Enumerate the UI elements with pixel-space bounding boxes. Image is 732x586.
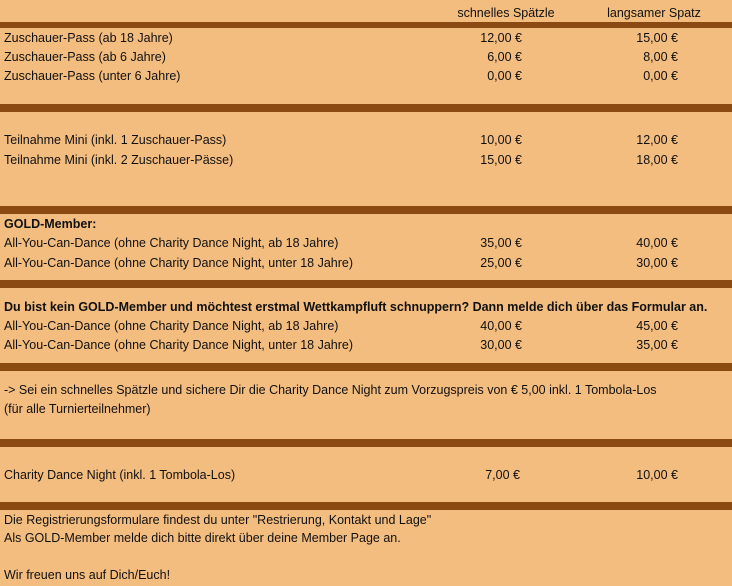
- promo-line: [0, 381, 732, 400]
- row-label: Teilnahme Mini (inkl. 2 Zuschauer-Pässe): [4, 153, 234, 167]
- price-slow: 10,00 €: [636, 468, 678, 482]
- price-slow: 45,00 €: [636, 319, 678, 333]
- price-fast: 10,00 €: [480, 133, 522, 147]
- footer-text: Die Registrierungsformulare findest du unter "Restrierung, Kontakt und Lage": [4, 513, 432, 527]
- row-label: All-You-Can-Dance (ohne Charity Dance Night, unter 18 Jahre): [4, 338, 354, 352]
- section-title-nongold: [0, 298, 732, 317]
- footer-line: [0, 566, 732, 585]
- table-row: [0, 131, 732, 150]
- footer-text: Als GOLD-Member melde dich bitte direkt über deine Member Page an.: [4, 531, 401, 545]
- divider: [0, 280, 732, 288]
- price-fast: 25,00 €: [480, 256, 522, 270]
- price-fast: 15,00 €: [480, 153, 522, 167]
- footer-line: [0, 529, 732, 548]
- table-row: [0, 254, 732, 273]
- table-row: [0, 29, 732, 48]
- table-row: [0, 151, 732, 170]
- price-fast: 6,00 €: [487, 50, 522, 64]
- price-fast: 0,00 €: [487, 69, 522, 83]
- price-fast: 35,00 €: [480, 236, 522, 250]
- price-fast: 12,00 €: [480, 31, 522, 45]
- price-slow: 18,00 €: [636, 153, 678, 167]
- table-row: [0, 336, 732, 355]
- footer-text: Wir freuen uns auf Dich/Euch!: [4, 568, 171, 582]
- column-header-row: [0, 4, 732, 23]
- promo-line: [0, 400, 732, 419]
- price-slow: 30,00 €: [636, 256, 678, 270]
- table-row: [0, 48, 732, 67]
- table-row: [0, 234, 732, 253]
- section-title-text: Du bist kein GOLD-Member und möchtest erstmal Wettkampfluft schnuppern? Dann melde dich über das Formular an.: [4, 300, 708, 314]
- price-slow: 15,00 €: [636, 31, 678, 45]
- price-slow: 0,00 €: [643, 69, 678, 83]
- row-label: All-You-Can-Dance (ohne Charity Dance Night, ab 18 Jahre): [4, 236, 339, 250]
- price-slow: 40,00 €: [636, 236, 678, 250]
- price-slow: 35,00 €: [636, 338, 678, 352]
- row-label: Zuschauer-Pass (unter 6 Jahre): [4, 69, 181, 83]
- section-title-text: GOLD-Member:: [4, 217, 97, 231]
- column-header-fast: schnelles Spätzle: [457, 6, 555, 20]
- row-label: Zuschauer-Pass (ab 6 Jahre): [4, 50, 166, 64]
- column-header-slow: langsamer Spatz: [607, 6, 701, 20]
- footer-line: [0, 511, 732, 530]
- row-label: Charity Dance Night (inkl. 1 Tombola-Los): [4, 468, 236, 482]
- divider: [0, 363, 732, 371]
- price-slow: 12,00 €: [636, 133, 678, 147]
- price-fast: 7,00 €: [485, 468, 520, 482]
- price-fast: 30,00 €: [480, 338, 522, 352]
- divider: [0, 104, 732, 112]
- promo-text: (für alle Turnierteilnehmer): [4, 402, 151, 416]
- row-label: All-You-Can-Dance (ohne Charity Dance Night, unter 18 Jahre): [4, 256, 354, 270]
- section-title-gold: [0, 215, 732, 234]
- promo-text: -> Sei ein schnelles Spätzle und sichere Dir die Charity Dance Night zum Vorzugspreis von € 5,00 inkl. 1 Tombola-Los: [4, 383, 657, 397]
- price-fast: 40,00 €: [480, 319, 522, 333]
- divider: [0, 206, 732, 214]
- price-slow: 8,00 €: [643, 50, 678, 64]
- table-row: [0, 466, 732, 485]
- table-row: [0, 67, 732, 86]
- row-label: Teilnahme Mini (inkl. 1 Zuschauer-Pass): [4, 133, 227, 147]
- divider: [0, 502, 732, 510]
- row-label: All-You-Can-Dance (ohne Charity Dance Night, ab 18 Jahre): [4, 319, 339, 333]
- table-row: [0, 317, 732, 336]
- row-label: Zuschauer-Pass (ab 18 Jahre): [4, 31, 173, 45]
- divider: [0, 22, 732, 28]
- divider: [0, 439, 732, 447]
